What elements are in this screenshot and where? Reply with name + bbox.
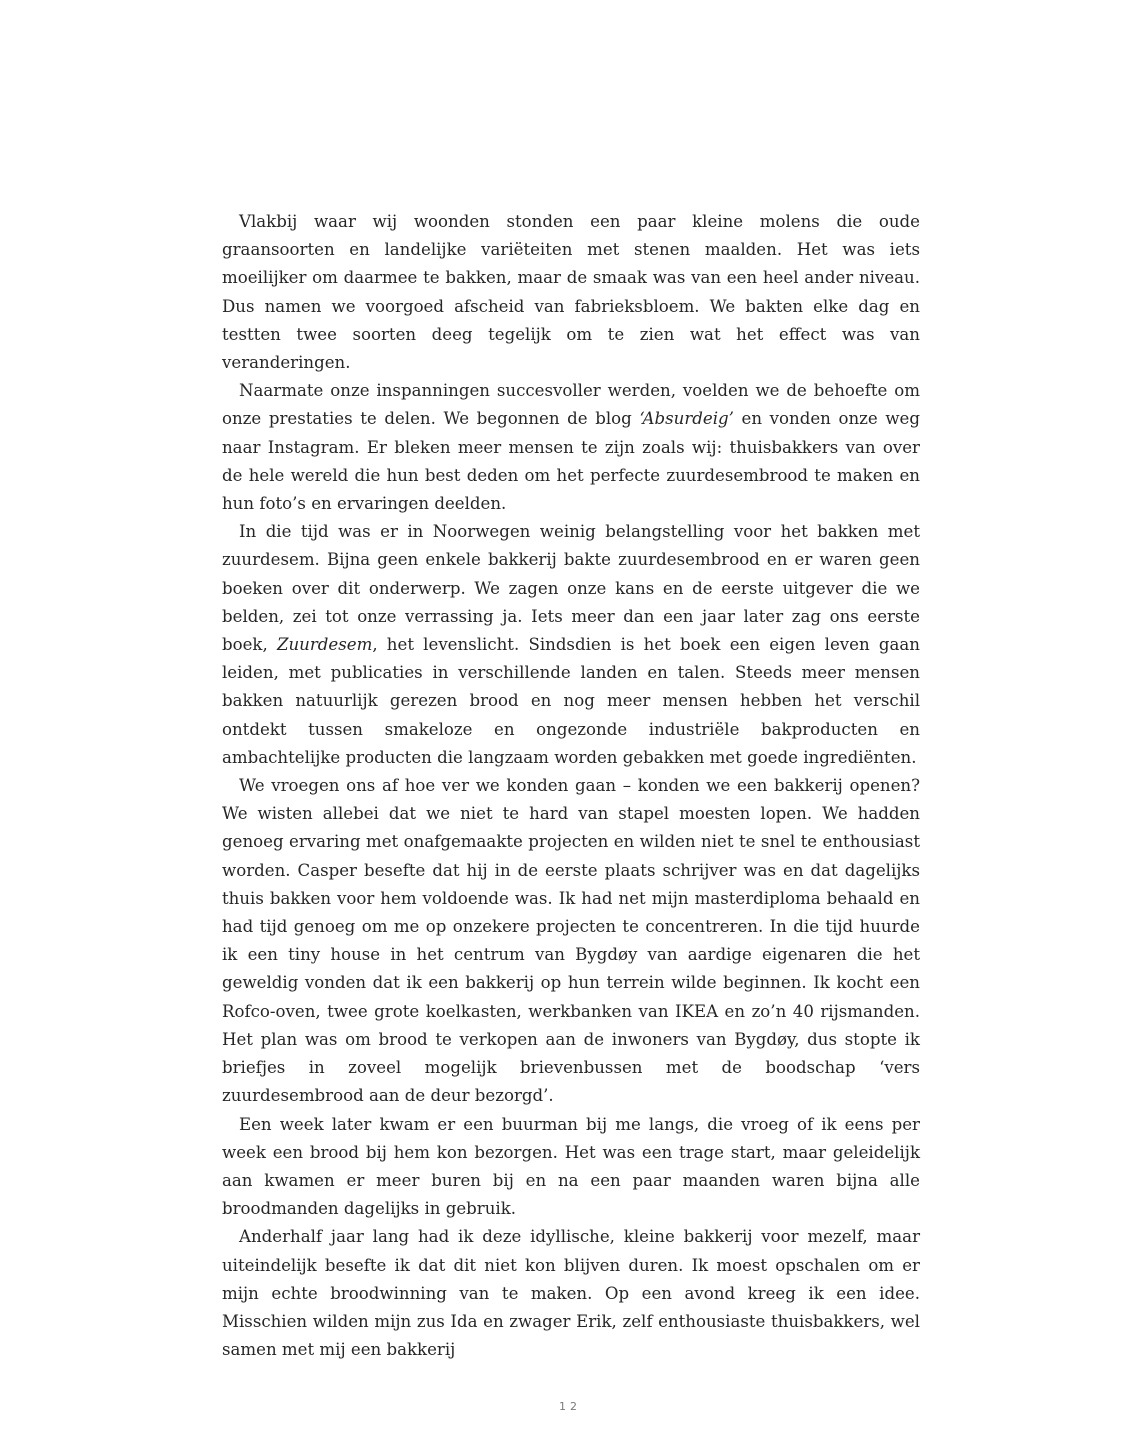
paragraph: [222, 772, 920, 1110]
italic-title: Zuurdesem: [276, 635, 373, 655]
paragraph-text: Naarmate onze inspanningen succesvoller werden, voelden we de behoefte om onze prestaties te delen. We begonnen de blog: [222, 381, 920, 429]
paragraph: [222, 208, 920, 377]
paragraph: [222, 518, 920, 772]
paragraph: [222, 377, 920, 518]
italic-title: ‘Absurdeig’: [639, 409, 734, 429]
paragraph-text: Een week later kwam er een buurman bij me langs, die vroeg of ik eens per week een brood bij hem kon bezorgen. Het was een trage start, maar geleidelijk aan kwamen er meer buren bij en na een paar maanden waren bijna alle broodmanden dagelijks in gebruik.: [222, 1114, 920, 1219]
paragraph-text: , het levenslicht. Sindsdien is het boek een eigen leven gaan leiden, met publicaties in verschillende landen en talen. Steeds meer mensen bakken natuurlijk gerezen brood en nog meer mensen hebben het verschil ontdekt tussen smakeloze en ongezonde industriële bakproducten en ambachtelijke producten die langzaam worden gebakken met goede ingrediënten.: [222, 635, 920, 767]
body-text: [222, 208, 920, 1364]
paragraph-text: en vonden onze weg naar Instagram. Er bleken meer mensen te zijn zoals wij: thuisbakkers van over de hele wereld die hun best deden om het perfecte zuurdesembrood te maken en hun foto’s en ervaringen deelden.: [222, 409, 920, 514]
paragraph-text: Vlakbij waar wij woonden stonden een paar kleine molens die oude graansoorten en landelijke variëteiten met stenen maalden. Het was iets moeilijker om daarmee te bakken, maar de smaak was van een heel ander niveau. Dus namen we voorgoed afscheid van fabrieksbloem. We bakten elke dag en testten twee soorten deeg tegelijk om te zien wat het effect was van veranderingen.: [222, 212, 920, 373]
paragraph-text: Anderhalf jaar lang had ik deze idyllische, kleine bakkerij voor mezelf, maar uiteindelijk besefte ik dat dit niet kon blijven duren. Ik moest opschalen om er mijn echte broodwinning van te maken. Op een avond kreeg ik een idee. Misschien wilden mijn zus Ida en zwager Erik, zelf enthousiaste thuisbakkers, wel samen met mij een bakkerij: [222, 1227, 920, 1360]
paragraph: [222, 1223, 920, 1364]
page-number: 12: [559, 1400, 581, 1413]
paragraph-text: We vroegen ons af hoe ver we konden gaan – konden we een bakkerij openen? We wisten allebei dat we niet te hard van stapel moesten lopen. We hadden genoeg ervaring met onafgemaakte projecten en wilden niet te snel te enthousiast worden. Casper besefte dat hij in de eerste plaats schrijver was en dat dagelijks thuis bakken voor hem voldoende was. Ik had net mijn masterdiploma behaald en had tijd genoeg om me op onzekere projecten te concentreren. In die tijd huurde ik een tiny house in het centrum van Bygdøy van aardige eigenaren die het geweldig vonden dat ik een bakkerij op hun terrein wilde beginnen. Ik kocht een Rofco-oven, twee grote koelkasten, werkbanken van IKEA en zo’n 40 rijsmanden. Het plan was om brood te verkopen aan de inwoners van Bygdøy, dus stopte ik briefjes in zoveel mogelijk brievenbussen met de boodschap ‘vers zuurdesembrood aan de deur bezorgd’.: [222, 776, 920, 1106]
paragraph: [222, 1111, 920, 1224]
paragraph-text: In die tijd was er in Noorwegen weinig belangstelling voor het bakken met zuurdesem. Bijna geen enkele bakkerij bakte zuurdesembrood en er waren geen boeken over dit onderwerp. We zagen onze kans en de eerste uitgever die we belden, zei tot onze verrassing ja. Iets meer dan een jaar later zag ons eerste boek,: [222, 522, 920, 655]
